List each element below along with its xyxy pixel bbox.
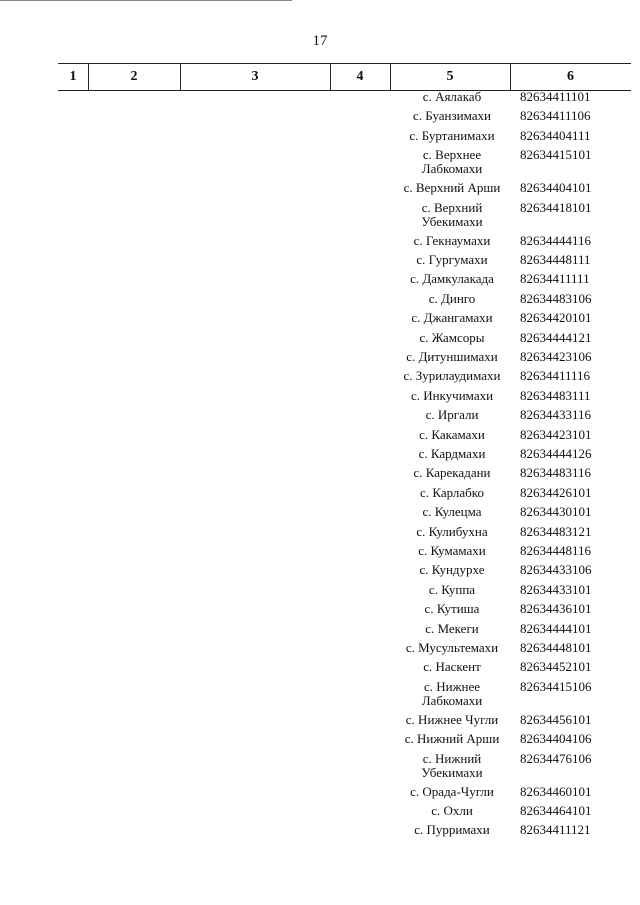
settlement-name: с. Карекадани: [413, 465, 491, 481]
settlement-name: с. Кулецма: [422, 504, 482, 520]
settlement-name: с. Орада-Чугли: [410, 783, 494, 799]
oktmo-code: 82634460101: [520, 783, 592, 799]
settlement-name: с. Наскент: [423, 659, 481, 675]
oktmo-code: 82634483106: [520, 290, 592, 306]
settlement-name: с. Пурримахи: [414, 822, 490, 838]
oktmo-code: 82634411116: [520, 368, 591, 384]
settlement-name: с. Кулибухна: [416, 523, 488, 539]
header-col-5: 5: [446, 69, 454, 84]
settlement-name: с. Кутиша: [424, 601, 480, 617]
oktmo-code: 82634483116: [520, 465, 592, 481]
oktmo-code: 82634418101: [520, 199, 592, 215]
settlement-name: с. Иргали: [425, 407, 479, 423]
settlement-name: с. Зурилаудимахи: [403, 368, 501, 384]
oktmo-code: 82634404106: [520, 731, 592, 747]
oktmo-code: 82634448111: [520, 252, 591, 267]
oktmo-code: 82634423106: [520, 349, 592, 364]
oktmo-code: 82634483111: [520, 387, 591, 403]
oktmo-code: 82634411111: [520, 271, 590, 287]
oktmo-code: 82634483121: [520, 523, 592, 539]
oktmo-code: 82634433101: [520, 581, 592, 597]
settlement-name: с. Нижний Убекимахи: [421, 750, 483, 780]
settlement-name: с. Кумамахи: [418, 543, 486, 558]
settlement-name: с. Аялакаб: [422, 89, 482, 104]
settlement-name: с. Карлабко: [420, 484, 484, 500]
settlement-name: с. Какамахи: [419, 426, 485, 442]
table-header: [58, 63, 631, 91]
settlement-name: с. Гургумахи: [416, 252, 488, 267]
oktmo-code: 82634444101: [520, 620, 592, 636]
oktmo-code: 82634444121: [520, 329, 592, 345]
oktmo-code: 82634415101: [520, 147, 592, 163]
oktmo-code: 82634464101: [520, 803, 592, 818]
oktmo-code: 82634404111: [520, 127, 591, 143]
header-col-2: 2: [130, 69, 138, 84]
settlement-name: с. Мекеги: [425, 620, 479, 636]
settlement-name: с. Дитуншимахи: [406, 349, 498, 364]
settlement-name: с. Буанзимахи: [413, 108, 491, 124]
oktmo-code: 82634433116: [520, 407, 592, 423]
oktmo-code: 82634433106: [520, 562, 592, 578]
oktmo-code: 82634444116: [520, 232, 592, 248]
settlement-name: с. Буртанимахи: [409, 127, 495, 143]
oktmo-code: 82634426101: [520, 484, 592, 500]
header-col-4: 4: [356, 69, 364, 84]
oktmo-code: 82634448101: [520, 640, 592, 655]
settlement-name: с. Куппа: [428, 581, 476, 597]
oktmo-code: 82634476106: [520, 750, 592, 766]
settlement-name: с. Кундурхе: [419, 562, 485, 578]
oktmo-code: 82634420101: [520, 310, 592, 326]
oktmo-code: 82634444126: [520, 446, 592, 461]
settlement-name: с. Динго: [428, 290, 476, 306]
settlement-name: с. Джангамахи: [411, 310, 493, 326]
oktmo-code: 82634404101: [520, 180, 592, 196]
settlement-name: с. Верхний Убекимахи: [421, 199, 483, 229]
oktmo-code: 82634411121: [520, 822, 591, 838]
oktmo-code: 82634456101: [520, 711, 592, 727]
oktmo-code: 82634452101: [520, 659, 592, 675]
oktmo-code: 82634415106: [520, 678, 592, 694]
settlement-name: с. Инкучимахи: [410, 387, 494, 403]
oktmo-code: 82634411101: [520, 89, 591, 104]
top-rule: [0, 0, 292, 1]
oktmo-code: 82634411106: [520, 108, 591, 124]
header-col-1: 1: [69, 69, 77, 84]
page-number: 17: [312, 33, 328, 49]
settlement-name: с. Кардмахи: [418, 446, 486, 461]
settlement-name: с. Мусультемахи: [405, 640, 499, 655]
settlement-name: с. Нижнее Чугли: [405, 711, 499, 727]
settlement-name: с. Жамсоры: [419, 329, 485, 345]
settlement-name: с. Верхнее Лабкомахи: [421, 147, 483, 177]
oktmo-code: 82634448116: [520, 543, 592, 558]
settlement-name: с. Нижнее Лабкомахи: [421, 678, 483, 708]
oktmo-code: 82634430101: [520, 504, 592, 520]
settlement-name: с. Верхний Арши: [403, 180, 501, 196]
header-col-6: 6: [567, 69, 574, 84]
oktmo-code: 82634423101: [520, 426, 592, 442]
oktmo-code: 82634436101: [520, 601, 592, 617]
settlement-name: с. Гекнаумахи: [413, 232, 491, 248]
settlement-name: с. Дамкулакада: [410, 271, 494, 287]
settlement-name: с. Нижний Арши: [404, 731, 500, 747]
header-col-3: 3: [251, 69, 259, 84]
settlement-name: с. Охли: [431, 803, 473, 818]
